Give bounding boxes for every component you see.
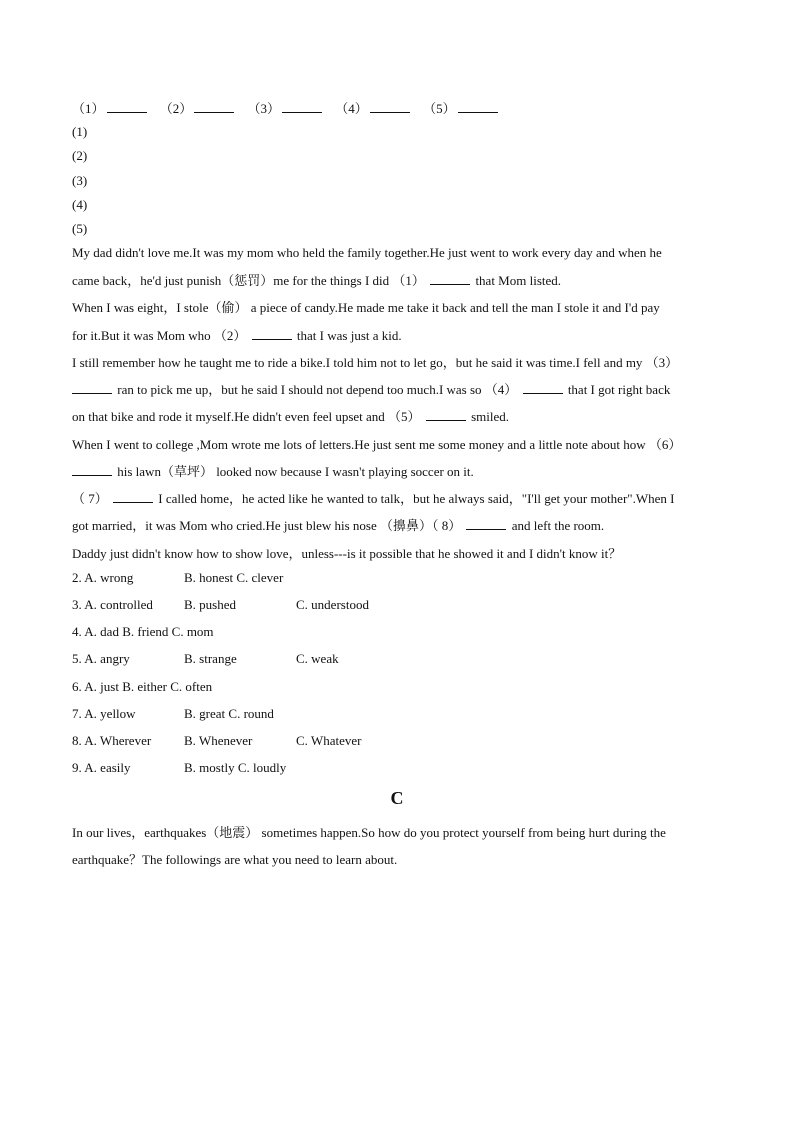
option-a: 6. A. just B. either C. often (72, 679, 213, 694)
passage-line (72, 325, 402, 344)
blank-4 (523, 381, 563, 394)
blank-7 (113, 490, 153, 503)
passage-line: When I was eight，I stole（偷） a piece of candy.He made me take it back and tell the man I stole it and I'd pay (72, 300, 660, 315)
passage-text: that I was just a kid. (296, 328, 402, 343)
option-row (72, 597, 369, 613)
option-row (72, 570, 296, 586)
answer-number-5: (5) (72, 221, 88, 236)
blank-2 (252, 327, 292, 340)
option-a: 7. A. yellow (72, 706, 136, 721)
option-row (72, 651, 339, 667)
answer-blank-2 (194, 100, 234, 113)
blank-5 (426, 408, 466, 421)
passage-text: on that bike and rode it myself.He didn't even feel upset and （5） (72, 409, 421, 424)
passage-text: and left the room. (511, 518, 605, 533)
answer-item-5: （5） (423, 101, 456, 116)
blank-3 (72, 381, 112, 394)
passage-line (72, 515, 604, 534)
answer-blank-3 (282, 100, 322, 113)
option-c: C. Whatever (296, 733, 362, 748)
passage-line: Daddy just didn't know how to show love，unless---is it possible that he showed it and I didn't know it？ (72, 546, 622, 561)
option-a: 8. A. Wherever (72, 733, 152, 748)
passage-text: （ 7） (72, 491, 108, 506)
answer-line (72, 98, 500, 117)
passage-text: smiled. (471, 409, 509, 424)
option-a: 5. A. angry (72, 651, 130, 666)
option-b: B. mostly C. loudly (184, 760, 287, 775)
option-a: 4. A. dad B. friend C. mom (72, 624, 214, 639)
section-heading: C (390, 788, 404, 808)
answer-blank-1 (107, 100, 147, 113)
option-b: B. great C. round (184, 706, 274, 721)
option-b: B. honest C. clever (184, 570, 284, 585)
answer-item-4: （4） (335, 101, 368, 116)
option-a: 2. A. wrong (72, 570, 134, 585)
option-b: B. strange (184, 651, 237, 666)
passage-line (72, 379, 670, 398)
option-row (72, 679, 212, 695)
passage-line (72, 270, 561, 289)
answer-blank-5 (458, 100, 498, 113)
passage-text: ran to pick me up，but he said I should not depend too much.I was so （4） (117, 382, 518, 397)
blank-6 (72, 463, 112, 476)
passage-text: for it.But it was Mom who （2） (72, 328, 247, 343)
option-b: B. pushed (184, 597, 236, 612)
answer-number-3: (3) (72, 173, 88, 188)
passage-text: that Mom listed. (475, 273, 562, 288)
passage-line: earthquake？The followings are what you need to learn about. (72, 852, 398, 867)
blank-8 (466, 517, 506, 530)
passage-text: got married，it was Mom who cried.He just blew his nose （擤鼻）（ 8） (72, 518, 462, 533)
passage-text: I called home，he acted like he wanted to talk，but he always said，"I'll get your mother".When I (158, 491, 675, 506)
passage-text: came back，he'd just punish（惩罚）me for the things I did （1） (72, 273, 425, 288)
passage-line: I still remember how he taught me to ride a bike.I told him not to let go，but he said it was time.I fell and my （3） (72, 355, 679, 370)
passage-line: My dad didn't love me.It was my mom who held the family together.He just went to work every day and when he (72, 245, 662, 260)
option-row (72, 733, 361, 749)
passage-line (72, 406, 509, 425)
passage-line: In our lives，earthquakes（地震） sometimes happen.So how do you protect yourself from being hurt during the (72, 825, 666, 840)
answer-number-4: (4) (72, 197, 88, 212)
passage-line (72, 461, 474, 480)
passage-text: that I got right back (567, 382, 671, 397)
passage-text: his lawn（草坪） looked now because I wasn't playing soccer on it. (117, 464, 474, 479)
passage-line (72, 488, 674, 507)
option-a: 9. A. easily (72, 760, 131, 775)
option-row (72, 624, 214, 640)
answer-number-1: (1) (72, 124, 88, 139)
passage-line: When I went to college ,Mom wrote me lots of letters.He just sent me some money and a little note about how （6） (72, 437, 682, 452)
answer-number-2: (2) (72, 148, 88, 163)
option-c: C. weak (296, 651, 339, 666)
option-a: 3. A. controlled (72, 597, 153, 612)
option-row (72, 706, 274, 722)
answer-item-3: （3） (247, 101, 281, 116)
answer-item-1: （1） (72, 101, 105, 116)
option-b: B. Whenever (184, 733, 253, 748)
blank-1 (430, 272, 470, 285)
option-c: C. understood (296, 597, 369, 612)
answer-item-2: （2） (159, 101, 193, 116)
answer-blank-4 (370, 100, 410, 113)
option-row (72, 760, 286, 776)
